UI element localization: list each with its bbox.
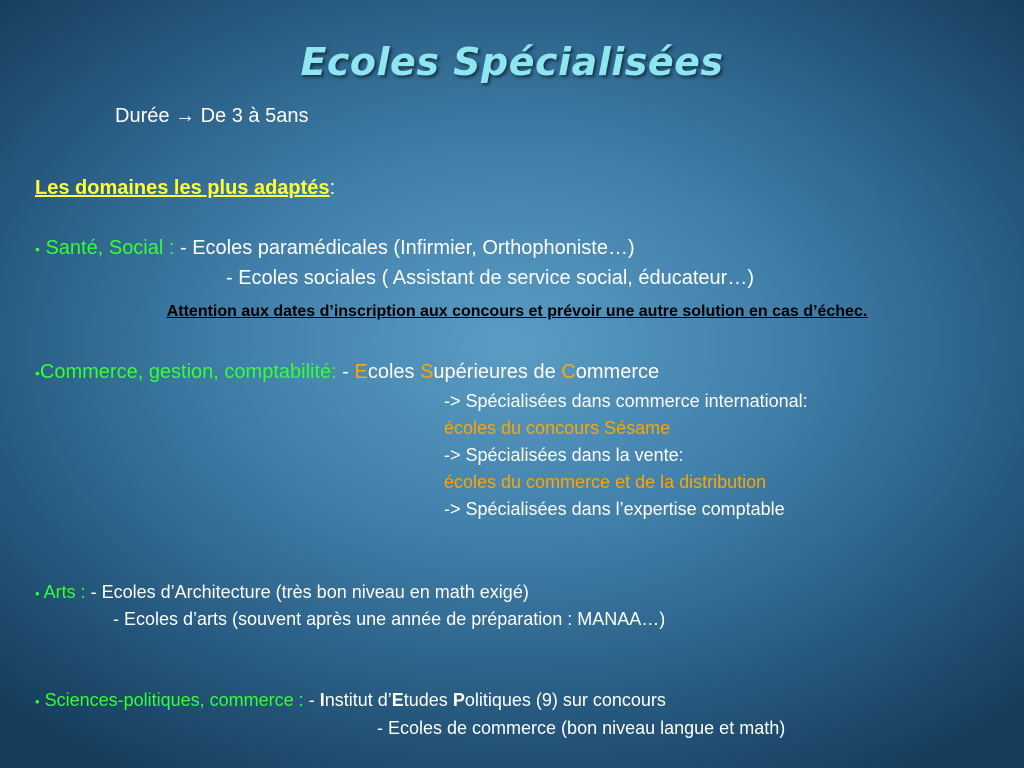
sciencespo-line-1	[35, 690, 666, 711]
commerce-text-c: ommerce	[575, 361, 660, 383]
commerce-initial-s: S	[420, 361, 434, 383]
commerce-text-s: upérieures de	[433, 361, 562, 383]
sciencespo-initial-e: E	[391, 690, 404, 710]
sante-item-1: - Ecoles paramédicales (Infirmier, Orthophoniste…)	[180, 237, 635, 259]
bullet-icon: •	[35, 694, 40, 709]
commerce-text-e: coles	[367, 361, 421, 383]
sciencespo-initial-i: I	[319, 690, 325, 710]
domains-heading-colon: :	[329, 177, 336, 199]
duration-label: Durée	[115, 105, 170, 127]
right-arrow-icon: →	[175, 105, 196, 127]
domains-heading-text: Les domaines les plus adaptés	[35, 177, 330, 199]
sciencespo-item-2: - Ecoles de commerce (bon niveau langue et math)	[377, 718, 786, 738]
sciencespo-text-e: tudes	[403, 690, 453, 710]
bullet-icon: •	[35, 241, 40, 257]
sante-item-2: - Ecoles sociales ( Assistant de service social, éducateur…)	[226, 267, 754, 289]
duration-line	[115, 105, 308, 128]
commerce-initial-c: C	[561, 361, 576, 383]
arts-line-1	[35, 582, 529, 603]
bullet-icon: •	[35, 586, 40, 601]
arts-item-1: - Ecoles d’Architecture (très bon niveau en math exigé)	[90, 582, 529, 602]
commerce-dash: -	[336, 361, 355, 383]
duration-value: De 3 à 5ans	[200, 105, 309, 127]
sante-label: Santé, Social :	[45, 237, 175, 259]
slide-title: Ecoles Spécialisées	[300, 40, 724, 84]
arts-item-2: - Ecoles d’arts (souvent après une année de préparation : MANAA…)	[113, 609, 666, 629]
sciencespo-text-p: olitiques (9) sur concours	[464, 690, 666, 710]
commerce-label: Commerce, gestion, comptabilité:	[39, 361, 337, 383]
commerce-sub-expertise: -> Spécialisées dans l’expertise comptable	[444, 499, 785, 519]
commerce-sub-distribution: écoles du commerce et de la distribution	[444, 472, 767, 492]
sciencespo-label: Sciences-politiques, commerce :	[44, 690, 304, 710]
attention-warning: Attention aux dates d’inscription aux concours et prévoir une autre solution en cas d’échec.	[166, 303, 868, 320]
sciencespo-dash: -	[303, 690, 320, 710]
commerce-sub-international: -> Spécialisées dans commerce international:	[444, 391, 808, 411]
commerce-sub-sesame: écoles du concours Sésame	[444, 418, 671, 438]
domains-heading	[35, 177, 335, 200]
bullet-icon: •	[35, 365, 40, 381]
commerce-sub-vente: -> Spécialisées dans la vente:	[444, 445, 684, 465]
sante-line-1	[35, 237, 635, 260]
commerce-line	[35, 361, 659, 384]
arts-label: Arts :	[43, 582, 86, 602]
commerce-initial-e: E	[354, 361, 368, 383]
sciencespo-text-i: nstitut d’	[324, 690, 392, 710]
sciencespo-initial-p: P	[452, 690, 465, 710]
